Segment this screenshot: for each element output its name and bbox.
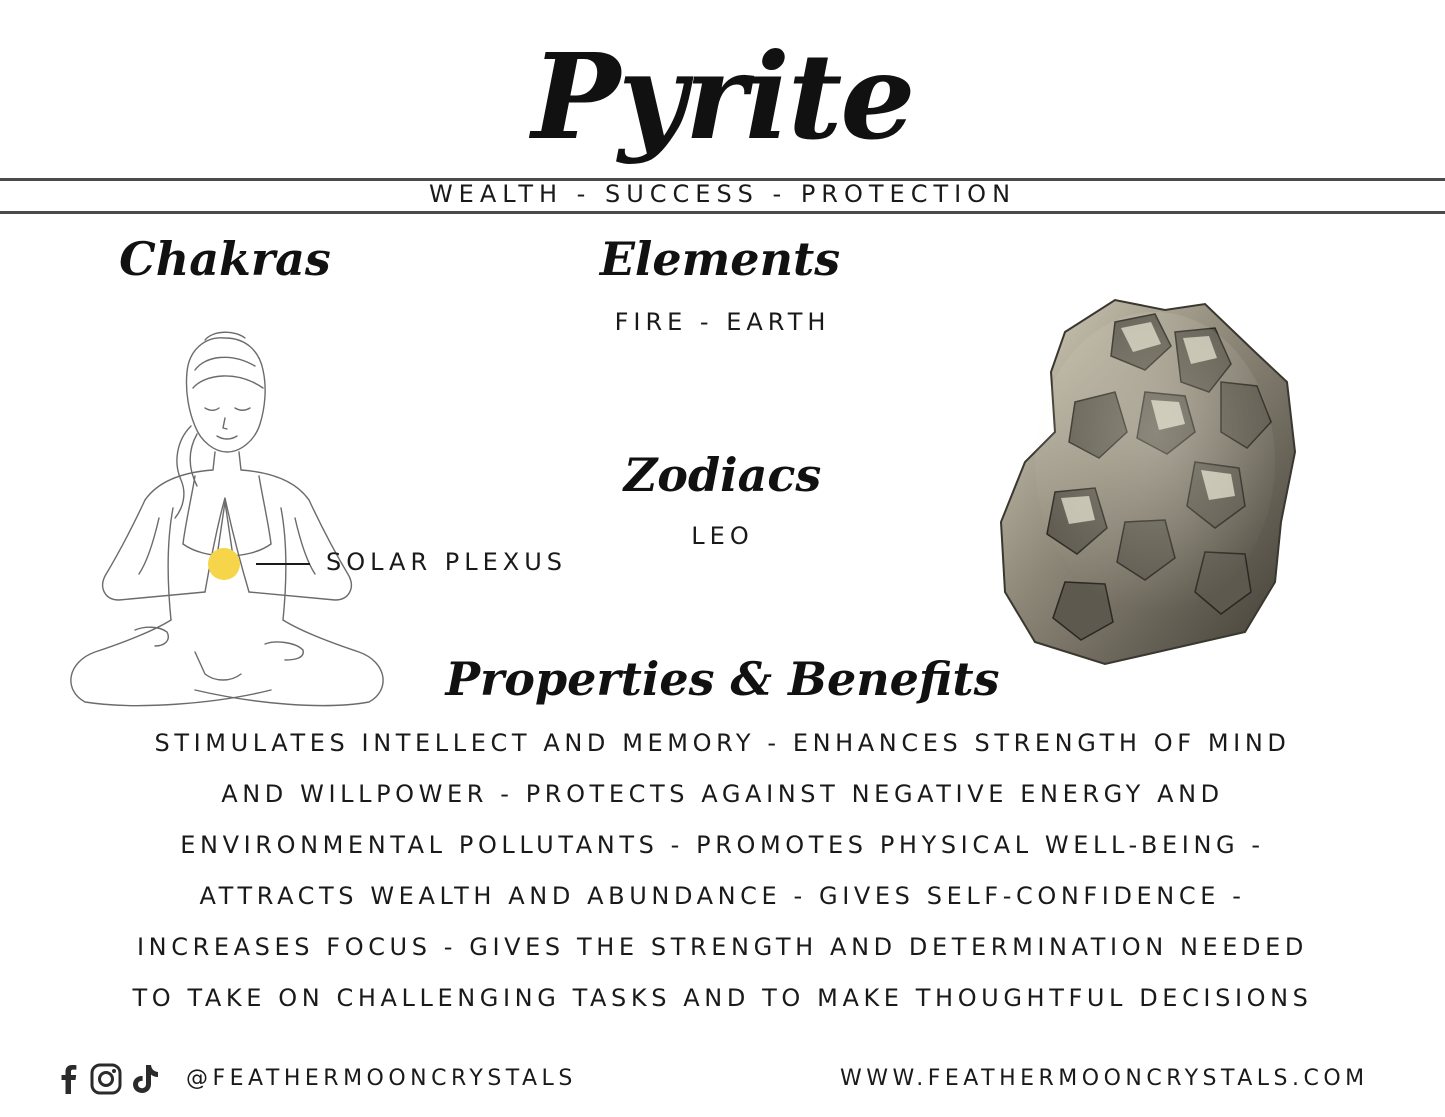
properties-line: TO TAKE ON CHALLENGING TASKS AND TO MAKE THOUGHTFUL DECISIONS — [132, 984, 1313, 1012]
elements-heading: Elements — [599, 232, 841, 286]
properties-line: ENVIRONMENTAL POLLUTANTS - PROMOTES PHYSICAL WELL-BEING - — [180, 831, 1265, 859]
properties-line: ATTRACTS WEALTH AND ABUNDANCE - GIVES SELF-CONFIDENCE - — [199, 882, 1246, 910]
properties-heading: Properties & Benefits — [445, 652, 1000, 706]
properties-line: STIMULATES INTELLECT AND MEMORY - ENHANCES STRENGTH OF MIND — [154, 729, 1291, 757]
properties-line: INCREASES FOCUS - GIVES THE STRENGTH AND DETERMINATION NEEDED — [136, 933, 1308, 961]
properties-line: AND WILLPOWER - PROTECTS AGAINST NEGATIVE ENERGY AND — [221, 780, 1224, 808]
bottom-divider — [0, 211, 1445, 214]
tagline: WEALTH - SUCCESS - PROTECTION — [428, 180, 1017, 208]
properties-text — [60, 718, 1385, 1024]
meditating-figure-illustration — [55, 330, 395, 710]
solar-plexus-chakra-dot — [208, 548, 240, 580]
zodiacs-heading: Zodiacs — [623, 448, 822, 502]
facebook-icon[interactable] — [52, 1062, 86, 1096]
pyrite-stone-image — [995, 292, 1305, 682]
chakras-heading: Chakras — [119, 232, 331, 286]
tiktok-icon[interactable] — [128, 1062, 162, 1096]
instagram-icon[interactable] — [89, 1062, 123, 1096]
chakra-pointer-line — [256, 563, 310, 565]
zodiacs-value: LEO — [691, 522, 754, 550]
social-handle[interactable]: @FEATHERMOONCRYSTALS — [186, 1066, 577, 1091]
elements-value: FIRE - EARTH — [614, 308, 831, 336]
chakra-label: SOLAR PLEXUS — [326, 548, 568, 576]
page-title: Pyrite — [531, 27, 914, 166]
website-link[interactable]: WWW.FEATHERMOONCRYSTALS.COM — [840, 1066, 1369, 1091]
